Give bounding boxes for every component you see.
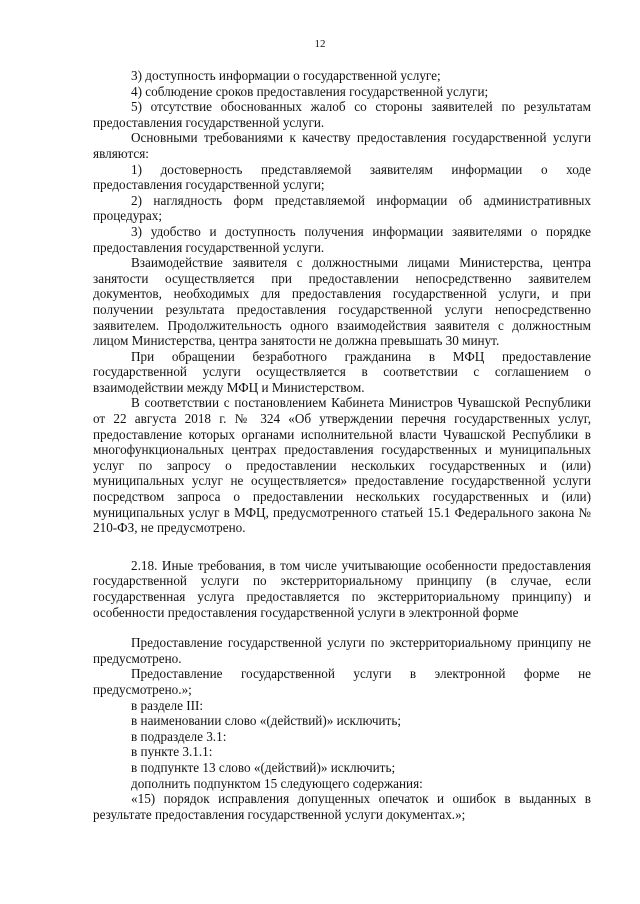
paragraph: Основными требованиями к качеству предоставления государственной услуги являются: [93,130,591,161]
paragraph: 5) отсутствие обоснованных жалоб со стороны заявителей по результатам предоставления государственной услуги. [93,99,591,130]
paragraph: 2) наглядность форм представляемой информации об административных процедурах; [93,192,591,224]
paragraph: В соответствии с постановлением Кабинета Министров Чувашской Республики от 22 августа 2018 г. № 324 «Об утверждении перечня государственных услуг, предоставление которых органами исполнительной власти Чувашской Республики в многофункциональных центрах предоставления государственных и муниципальных услуг по запросу о предоставлении нескольких государственных и (или) муниципальных услуг не осуществляется» предоставление государственной услуги посредством запроса о предоставлении нескольких государственных и (или) муниципальных услуг в МФЦ, предусмотренного статьей 15.1 Федерального закона № 210-ФЗ, не предусмотрено. [93,395,591,536]
paragraph: 3) доступность информации о государственной услуге; [131,68,441,83]
paragraph: Предоставление государственной услуги по экстерриториальному принципу не предусмотрено. [93,635,591,666]
paragraph: в подразделе 3.1: [131,728,227,744]
paragraph: «15) порядок исправления допущенных опечаток и ошибок в выданных в результате предоставления государственной услуги документах.»; [93,791,591,822]
paragraph: в наименовании слово «(действий)» исключить; [131,713,401,729]
document-body [93,68,591,822]
paragraph: дополнить подпунктом 15 следующего содержания: [131,775,423,791]
paragraph: Предоставление государственной услуги в электронной форме не предусмотрено.»; [93,666,591,697]
paragraph: в подпункте 13 слово «(действий)» исключить; [131,759,396,775]
paragraph: 3) удобство и доступность получения информации заявителями о порядке предоставления государственной услуги. [93,223,591,255]
paragraph: 4) соблюдение сроков предоставления государственной услуги; [131,83,489,99]
paragraph: При обращении безработного гражданина в МФЦ предоставление государственной услуги осуществляется в соответствии с соглашением о взаимодействии между МФЦ и Министерством. [93,348,591,395]
paragraph: 1) достоверность представляемой заявителям информации о ходе предоставления государственной услуги; [93,161,591,193]
page-number: 12 [314,38,326,50]
section-heading-2-18: 2.18. Иные требования, в том числе учитывающие особенности предоставления государственной услуги по экстерриториальному принципу (в случае, если государственная услуга предоставляется по экстерриториальному принципу) и особенности предоставления государственной услуги в электронной форме [93,557,591,620]
paragraph: в разделе III: [131,697,204,713]
paragraph: в пункте 3.1.1: [131,744,213,760]
paragraph: Взаимодействие заявителя с должностными лицами Министерства, центра занятости осуществляется при предоставлении непосредственно заявителем документов, необходимых для предоставления государственной услуги, и при получении результата предоставления государственной услуги непосредственно заявителем. Продолжительность одного взаимодействия заявителя с должностным лицом Министерства, центра занятости не должна превышать 30 минут. [93,255,591,349]
